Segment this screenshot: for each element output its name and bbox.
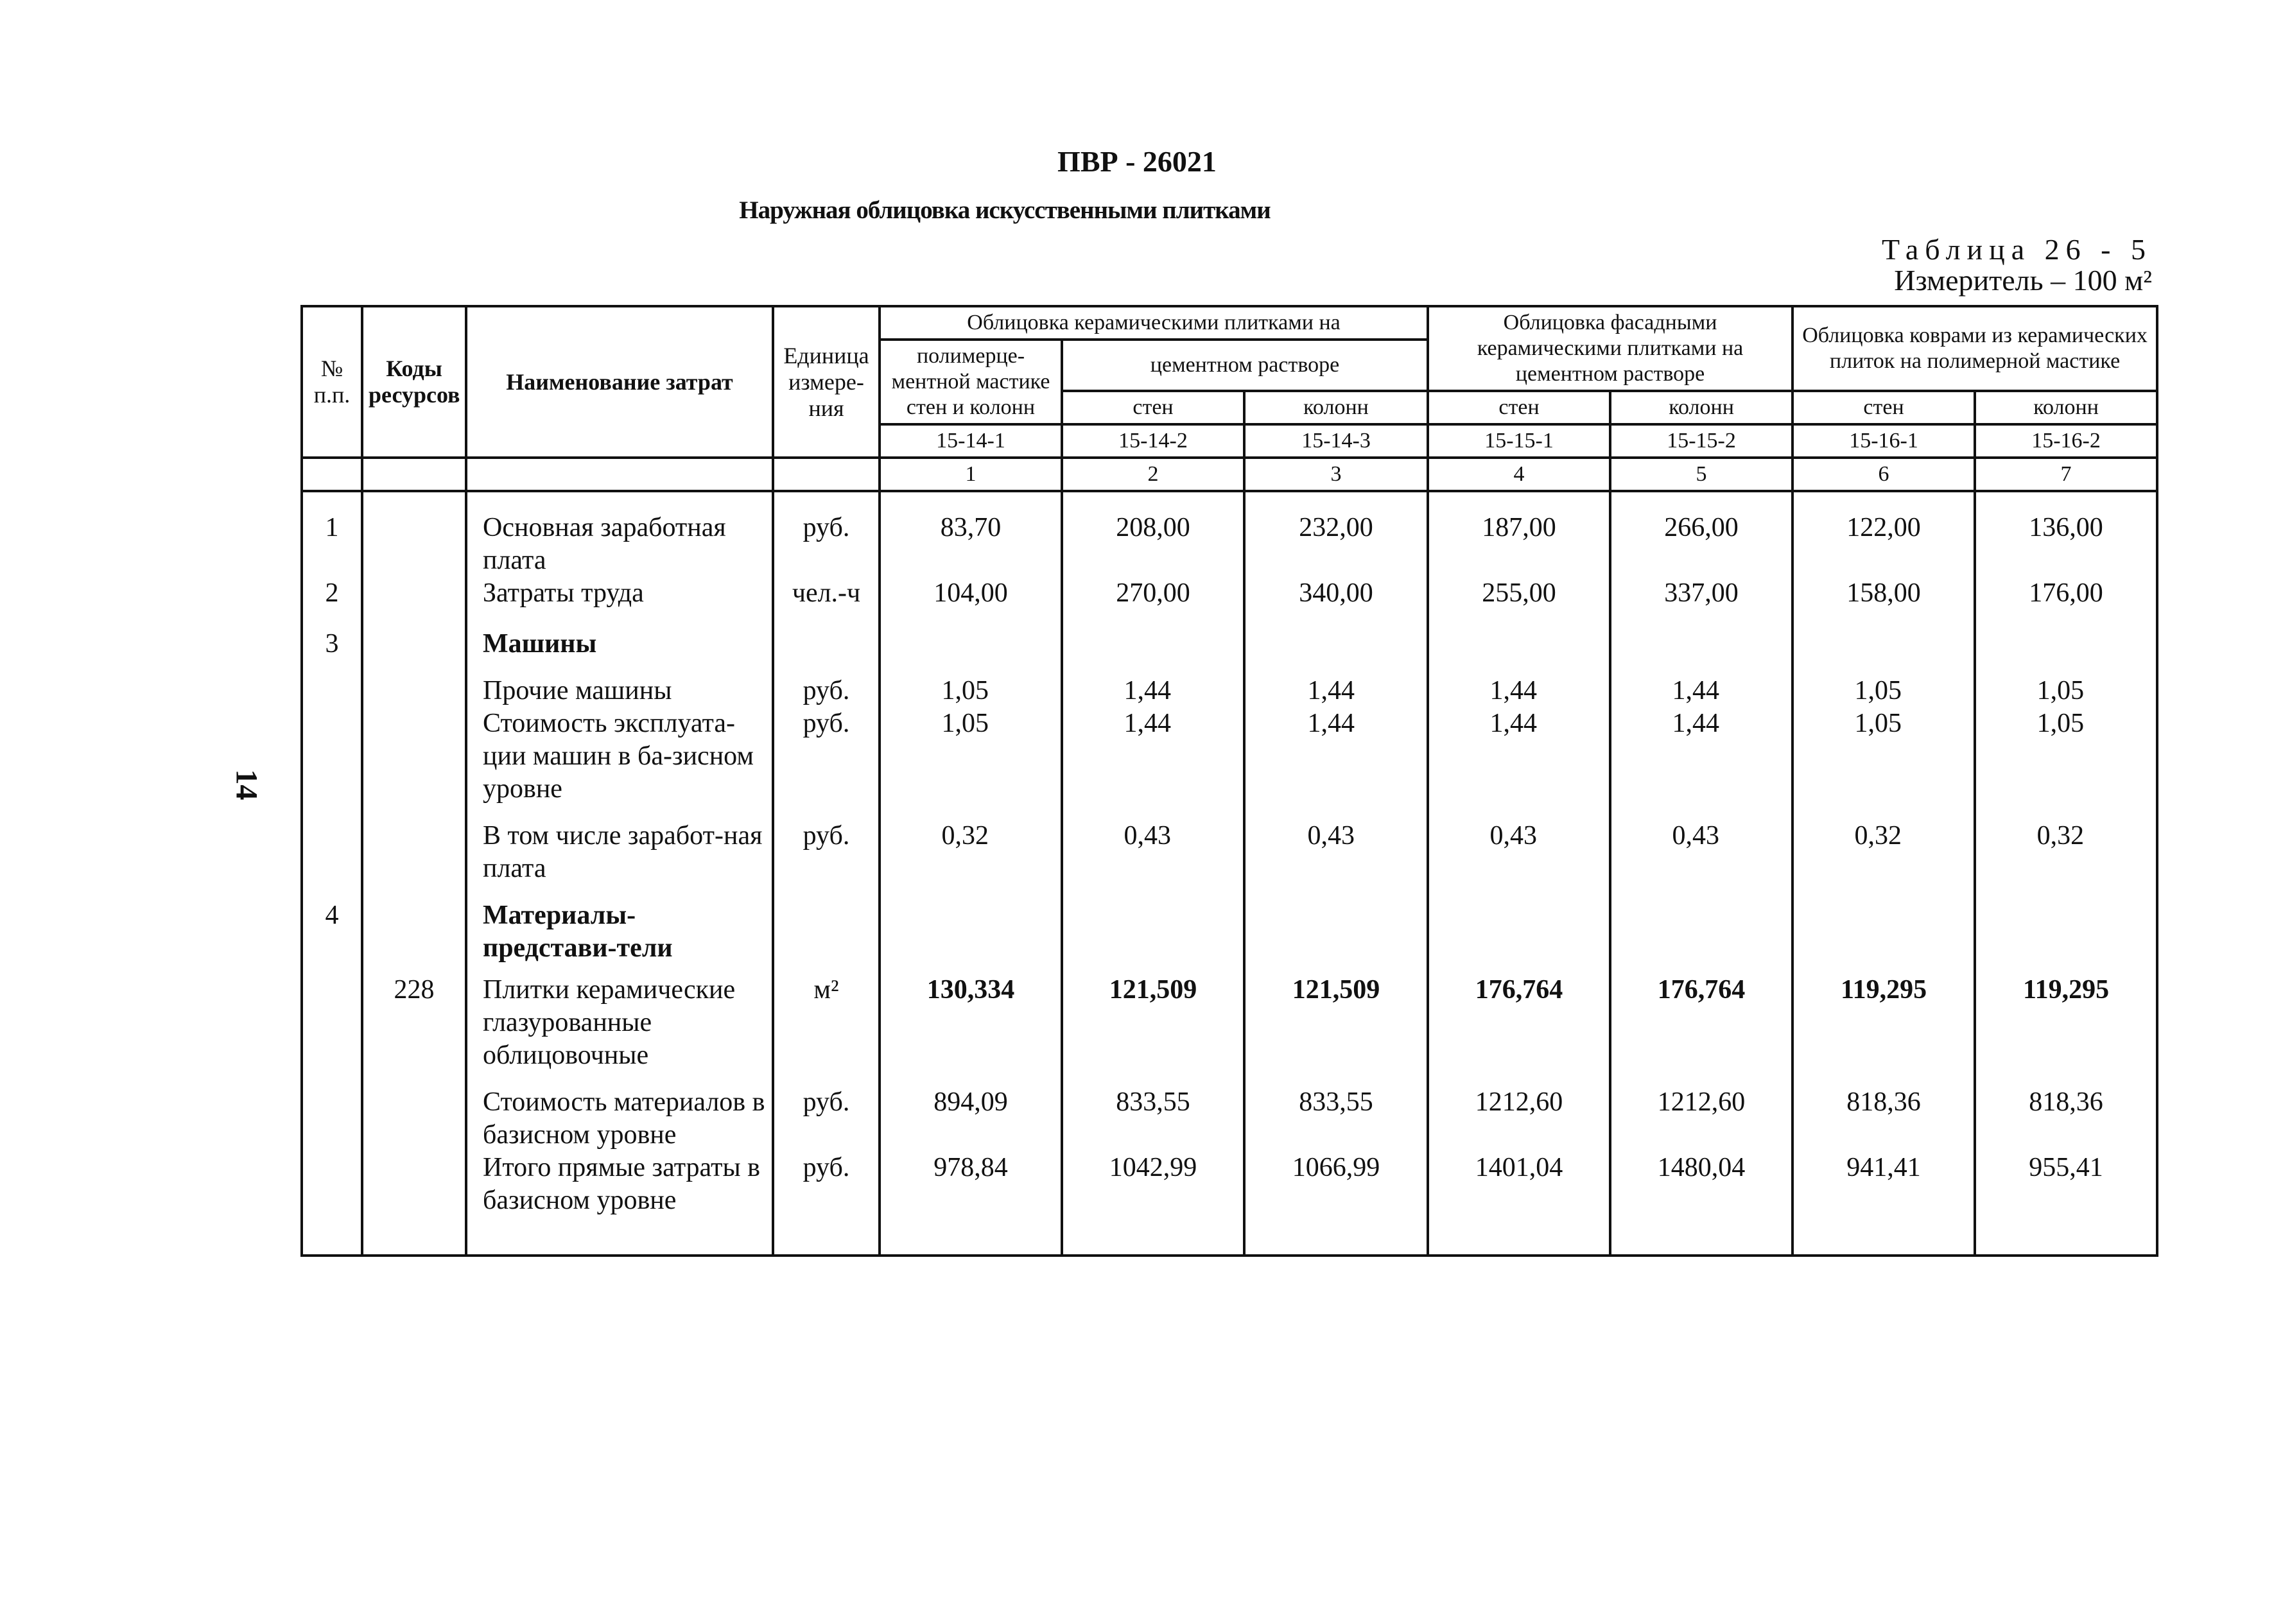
header-group1-sub1: полимерце-ментной мастике стен и колонн — [880, 340, 1062, 424]
document-title: Наружная облицовка искусственными плитками — [739, 196, 1271, 224]
header-code-4: 15-15-1 — [1428, 424, 1610, 458]
value-cell: 119,295 — [1975, 965, 2157, 1072]
header-num: № п.п. — [302, 306, 362, 458]
table-row — [302, 1072, 2157, 1152]
resource-code: 228 — [362, 965, 466, 1072]
value-cell: 130,334 — [880, 965, 1062, 1072]
value-cell: 176,00 — [1975, 577, 2157, 610]
value-cell: 208,00 — [1062, 491, 1244, 577]
value-cell — [1062, 610, 1244, 661]
header-unit: Единица измере-ния — [773, 306, 880, 458]
resource-code — [362, 577, 466, 610]
value-cell: 176,764 — [1428, 965, 1610, 1072]
cost-name: Машины — [466, 610, 773, 661]
value-cell: 1,44 — [1428, 661, 1610, 707]
value-cell: 833,55 — [1062, 1072, 1244, 1152]
cost-name: Материалы-представи-тели — [466, 885, 773, 965]
value-cell: 122,00 — [1792, 491, 1975, 577]
table-info — [1882, 234, 2152, 296]
value-cell — [1610, 885, 1792, 965]
value-cell — [1610, 610, 1792, 661]
unit: м² — [773, 965, 880, 1072]
value-cell: 176,764 — [1610, 965, 1792, 1072]
value-cell: 1480,04 — [1610, 1152, 1792, 1256]
value-cell: 1,44 — [1062, 661, 1244, 707]
measure-label: Измеритель – 100 м² — [1894, 264, 2152, 297]
value-cell: 1212,60 — [1610, 1072, 1792, 1152]
header-index-3: 3 — [1244, 458, 1428, 491]
unit — [773, 885, 880, 965]
value-cell: 1,05 — [1792, 707, 1975, 806]
value-cell: 0,32 — [1975, 806, 2157, 885]
header-blank-name — [466, 458, 773, 491]
value-cell — [1428, 610, 1610, 661]
header-kolonn-3: колонн — [1975, 391, 2157, 424]
value-cell: 0,32 — [1792, 806, 1975, 885]
value-cell: 1,44 — [1428, 707, 1610, 806]
value-cell — [1792, 885, 1975, 965]
value-cell: 1042,99 — [1062, 1152, 1244, 1256]
value-cell: 1,05 — [1975, 661, 2157, 707]
value-cell: 232,00 — [1244, 491, 1428, 577]
value-cell: 255,00 — [1428, 577, 1610, 610]
value-cell: 1212,60 — [1428, 1072, 1610, 1152]
table-row — [302, 661, 2157, 707]
value-cell: 0,43 — [1244, 806, 1428, 885]
header-sten-2: стен — [1428, 391, 1610, 424]
value-cell: 1,05 — [880, 661, 1062, 707]
value-cell — [1244, 610, 1428, 661]
header-index-6: 6 — [1792, 458, 1975, 491]
value-cell: 1,44 — [1610, 661, 1792, 707]
value-cell: 833,55 — [1244, 1072, 1428, 1152]
value-cell: 1,05 — [880, 707, 1062, 806]
value-cell: 1401,04 — [1428, 1152, 1610, 1256]
row-number: 2 — [302, 577, 362, 610]
value-cell — [1792, 610, 1975, 661]
cost-name: Стоимость эксплуата-ции машин в ба-зисном уровне — [466, 707, 773, 806]
cost-name: Прочие машины — [466, 661, 773, 707]
table-row — [302, 707, 2157, 806]
value-cell — [1975, 885, 2157, 965]
value-cell: 818,36 — [1975, 1072, 2157, 1152]
header-index-5: 5 — [1610, 458, 1792, 491]
value-cell: 1,44 — [1610, 707, 1792, 806]
header-group1-sub2: цементном растворе — [1062, 340, 1428, 391]
value-cell: 187,00 — [1428, 491, 1610, 577]
header-code-6: 15-16-1 — [1792, 424, 1975, 458]
header-blank-num — [302, 458, 362, 491]
value-cell: 158,00 — [1792, 577, 1975, 610]
resource-code — [362, 885, 466, 965]
row-number — [302, 661, 362, 707]
unit: руб. — [773, 1152, 880, 1256]
table-row — [302, 491, 2157, 577]
value-cell — [1062, 885, 1244, 965]
table-row — [302, 806, 2157, 885]
row-number: 1 — [302, 491, 362, 577]
value-cell — [1975, 610, 2157, 661]
value-cell: 1,05 — [1975, 707, 2157, 806]
value-cell — [1244, 885, 1428, 965]
value-cell: 955,41 — [1975, 1152, 2157, 1256]
resource-code — [362, 610, 466, 661]
unit: руб. — [773, 1072, 880, 1152]
value-cell: 119,295 — [1792, 965, 1975, 1072]
resource-code — [362, 491, 466, 577]
value-cell: 121,509 — [1244, 965, 1428, 1072]
resource-code — [362, 806, 466, 885]
resource-code — [362, 1152, 466, 1256]
value-cell: 894,09 — [880, 1072, 1062, 1152]
header-group2: Облицовка фасадными керамическими плитками на цементном растворе — [1428, 306, 1792, 391]
value-cell: 818,36 — [1792, 1072, 1975, 1152]
header-blank-codes — [362, 458, 466, 491]
value-cell: 978,84 — [880, 1152, 1062, 1256]
value-cell — [880, 885, 1062, 965]
header-group1: Облицовка керамическими плитками на — [880, 306, 1428, 340]
row-number — [302, 965, 362, 1072]
value-cell: 1,05 — [1792, 661, 1975, 707]
header-codes: Коды ресурсов — [362, 306, 466, 458]
value-cell: 121,509 — [1062, 965, 1244, 1072]
unit: руб. — [773, 491, 880, 577]
cost-table — [300, 305, 2158, 1257]
cost-name: В том числе заработ-ная плата — [466, 806, 773, 885]
value-cell: 0,43 — [1610, 806, 1792, 885]
value-cell: 1,44 — [1244, 707, 1428, 806]
value-cell: 1,44 — [1062, 707, 1244, 806]
cost-name: Стоимость материалов в базисном уровне — [466, 1072, 773, 1152]
row-number — [302, 707, 362, 806]
table-row — [302, 610, 2157, 661]
value-cell: 104,00 — [880, 577, 1062, 610]
resource-code — [362, 707, 466, 806]
value-cell — [880, 610, 1062, 661]
cost-name: Основная заработная плата — [466, 491, 773, 577]
value-cell: 0,43 — [1062, 806, 1244, 885]
document-code: ПВР - 26021 — [1057, 145, 1217, 178]
resource-code — [362, 661, 466, 707]
header-index-4: 4 — [1428, 458, 1610, 491]
header-kolonn-2: колонн — [1610, 391, 1792, 424]
row-number: 3 — [302, 610, 362, 661]
header-index-1: 1 — [880, 458, 1062, 491]
page-number: 14 — [229, 769, 264, 800]
header-blank-unit — [773, 458, 880, 491]
unit — [773, 610, 880, 661]
value-cell: 337,00 — [1610, 577, 1792, 610]
resource-code — [362, 1072, 466, 1152]
header-index-7: 7 — [1975, 458, 2157, 491]
cost-name: Итого прямые затраты в базисном уровне — [466, 1152, 773, 1256]
value-cell: 1,44 — [1244, 661, 1428, 707]
value-cell: 1066,99 — [1244, 1152, 1428, 1256]
value-cell — [1428, 885, 1610, 965]
value-cell: 83,70 — [880, 491, 1062, 577]
table-row — [302, 965, 2157, 1072]
row-number: 4 — [302, 885, 362, 965]
table-row — [302, 885, 2157, 965]
unit: руб. — [773, 806, 880, 885]
header-code-7: 15-16-2 — [1975, 424, 2157, 458]
cost-name: Плитки керамические глазурованные облицовочные — [466, 965, 773, 1072]
unit: руб. — [773, 707, 880, 806]
value-cell: 266,00 — [1610, 491, 1792, 577]
table-label: Таблица 26 - 5 — [1881, 233, 2152, 266]
value-cell: 136,00 — [1975, 491, 2157, 577]
header-code-2: 15-14-2 — [1062, 424, 1244, 458]
header-code-3: 15-14-3 — [1244, 424, 1428, 458]
table-row — [302, 1152, 2157, 1256]
header-sten-1: стен — [1062, 391, 1244, 424]
header-code-1: 15-14-1 — [880, 424, 1062, 458]
header-kolonn-1: колонн — [1244, 391, 1428, 424]
cost-name: Затраты труда — [466, 577, 773, 610]
header-name: Наименование затрат — [466, 306, 773, 458]
unit: чел.-ч — [773, 577, 880, 610]
value-cell: 0,32 — [880, 806, 1062, 885]
unit: руб. — [773, 661, 880, 707]
table-row — [302, 577, 2157, 610]
row-number — [302, 806, 362, 885]
value-cell: 270,00 — [1062, 577, 1244, 610]
header-index-2: 2 — [1062, 458, 1244, 491]
header-sten-3: стен — [1792, 391, 1975, 424]
row-number — [302, 1152, 362, 1256]
row-number — [302, 1072, 362, 1152]
value-cell: 941,41 — [1792, 1152, 1975, 1256]
value-cell: 0,43 — [1428, 806, 1610, 885]
value-cell: 340,00 — [1244, 577, 1428, 610]
header-group3: Облицовка коврами из керамических плиток на полимерной мастике — [1792, 306, 2157, 391]
header-code-5: 15-15-2 — [1610, 424, 1792, 458]
